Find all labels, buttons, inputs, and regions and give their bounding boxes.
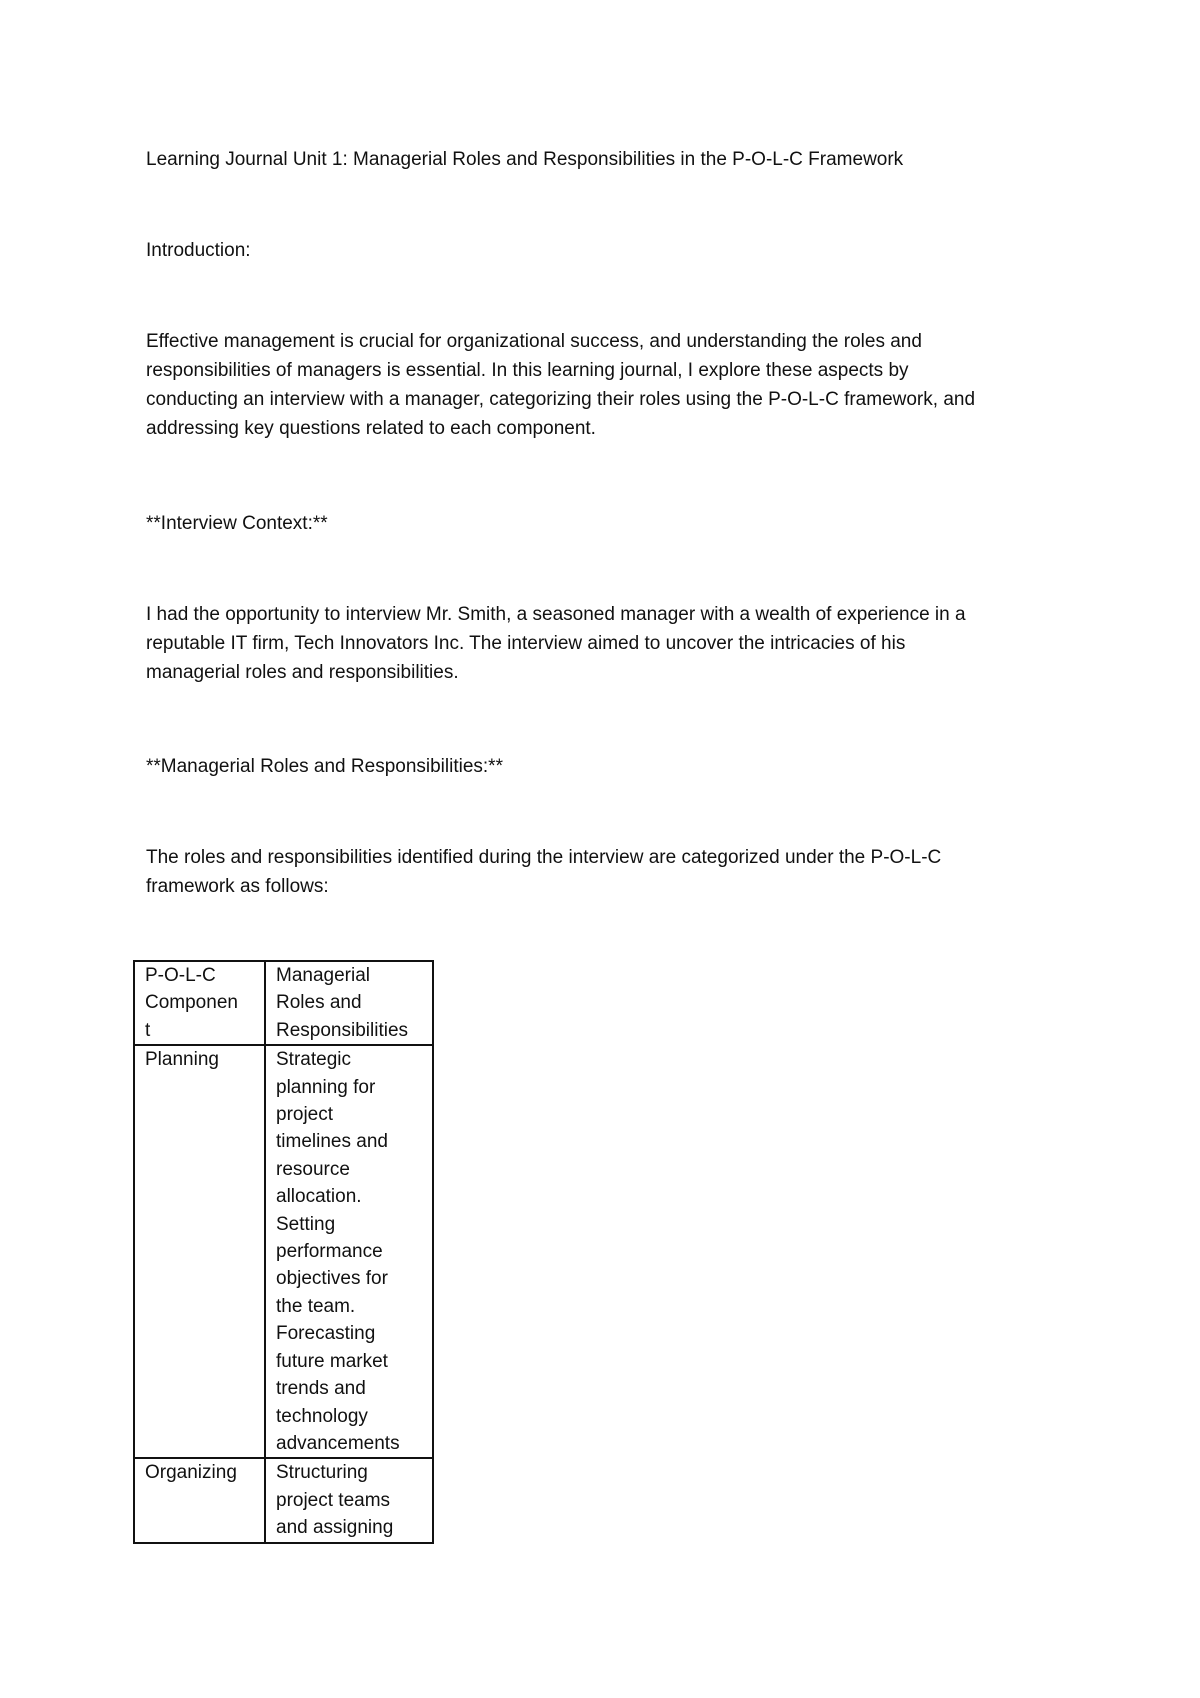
header-cell-roles	[265, 961, 433, 1045]
roles-cell	[265, 1458, 433, 1542]
roles-text: planning for	[276, 1076, 376, 1098]
interview-line: I had the opportunity to interview Mr. Smith, a seasoned manager with a wealth of experience in a	[146, 604, 966, 625]
component-cell	[134, 1458, 265, 1542]
header-text: Componen	[145, 992, 238, 1014]
table-row	[134, 1458, 433, 1542]
roles-text: timelines and	[276, 1131, 388, 1153]
roles-text: Setting	[276, 1213, 336, 1235]
header-text: Roles and	[276, 992, 362, 1014]
component-cell	[134, 1045, 265, 1458]
interview-context-heading: **Interview Context:**	[146, 513, 328, 534]
component-name: Planning	[145, 1049, 219, 1071]
roles-intro-line: The roles and responsibilities identified during the interview are categorized under the P-O-L-C	[146, 847, 942, 868]
interview-line: reputable IT firm, Tech Innovators Inc. The interview aimed to uncover the intricacies of his	[146, 633, 906, 654]
interview-context-paragraph	[146, 600, 1046, 687]
roles-text: allocation.	[276, 1186, 362, 1208]
roles-text: advancements	[276, 1432, 400, 1454]
roles-text: project	[276, 1104, 334, 1126]
roles-heading: **Managerial Roles and Responsibilities:**	[146, 756, 503, 777]
component-name: Organizing	[145, 1462, 237, 1484]
roles-text: future market	[276, 1350, 388, 1372]
roles-text: Strategic	[276, 1049, 351, 1071]
introduction-heading: Introduction:	[146, 240, 251, 261]
table-row	[134, 1045, 433, 1458]
roles-text: the team.	[276, 1295, 356, 1317]
polc-table	[133, 960, 434, 1544]
roles-cell	[265, 1045, 433, 1458]
header-text: P-O-L-C	[145, 965, 216, 986]
roles-text: trends and	[276, 1378, 366, 1400]
roles-intro-paragraph	[146, 843, 1046, 901]
introduction-paragraph	[146, 327, 1046, 443]
introduction-line: addressing key questions related to each component.	[146, 418, 596, 439]
roles-text: resource	[276, 1158, 350, 1180]
roles-text: Structuring	[276, 1462, 368, 1484]
header-text: Responsibilities	[276, 1019, 409, 1041]
roles-text: technology	[276, 1405, 368, 1427]
roles-text: objectives for	[276, 1268, 388, 1290]
roles-intro-line: framework as follows:	[146, 876, 329, 897]
introduction-line: conducting an interview with a manager, categorizing their roles using the P-O-L-C framework, and	[146, 389, 976, 410]
header-cell-component	[134, 961, 265, 1045]
introduction-line: Effective management is crucial for organizational success, and understanding the roles and	[146, 331, 922, 352]
header-text: Managerial	[276, 965, 370, 986]
table-header-row	[134, 961, 433, 1045]
interview-line: managerial roles and responsibilities.	[146, 662, 459, 683]
introduction-line: responsibilities of managers is essential. In this learning journal, I explore these aspects by	[146, 360, 909, 381]
roles-text: Forecasting	[276, 1323, 376, 1345]
roles-text: performance	[276, 1241, 383, 1263]
roles-text: project teams	[276, 1489, 391, 1511]
roles-text: and assigning	[276, 1517, 394, 1539]
header-text: t	[145, 1019, 151, 1041]
document-title: Learning Journal Unit 1: Managerial Roles and Responsibilities in the P-O-L-C Framework	[146, 149, 904, 170]
